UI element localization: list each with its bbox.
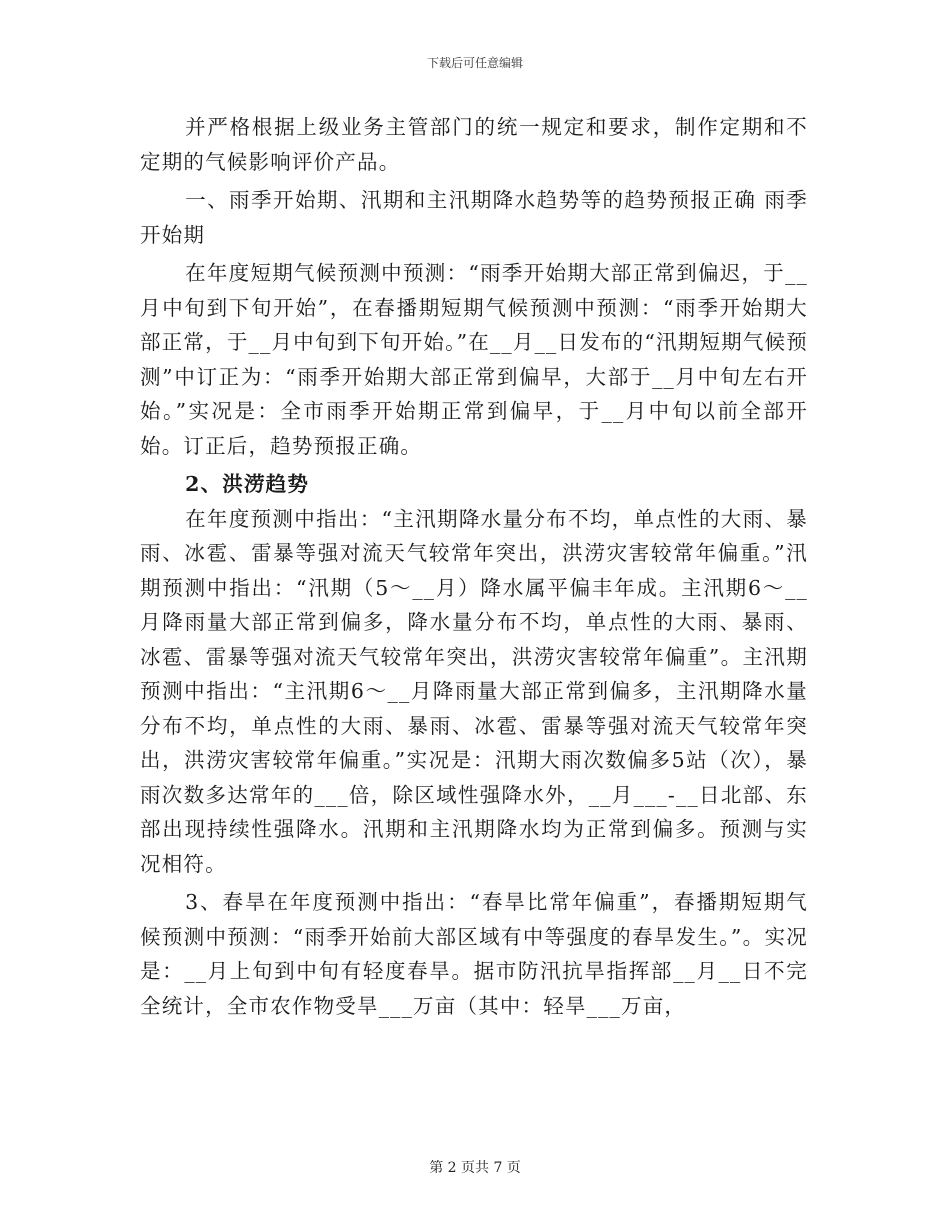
paragraph: 3、春旱在年度预测中指出：“春旱比常年偏重”，春播期短期气候预测中预测：“雨季开始前大部区域有中等强度的春旱发生。”。实况是：__月上旬到中旬有轻度春旱。据市防汛抗旱指挥部__月__日不完全统计，全市农作物受旱___万亩（其中：轻旱___万亩， (140, 890, 808, 1018)
page-header: 下载后可任意编辑 (426, 56, 523, 70)
paragraph: 并严格根据上级业务主管部门的统一规定和要求，制作定期和不定期的气候影响评价产品。 (140, 115, 808, 174)
paragraph: 在年度短期气候预测中预测：“雨季开始期大部正常到偏迟，于__月中旬到下旬开始”，在春播期短期气候预测中预测：“雨季开始期大部正常，于__月中旬到下旬开始。”在__月__日发布的“汛期短期气候预测”中订正为：“雨季开始期大部正常到偏早，大部于__月中旬左右开始。”实况是：全市雨季开始期正常到偏早，于__月中旬以前全部开始。订正后，趋势预报正确。 (140, 261, 808, 458)
document-body (140, 110, 808, 1023)
page-footer: 第 2 页共 7 页 (429, 1160, 521, 1176)
section-heading: 一、雨季开始期、汛期和主汛期降水趋势等的趋势预报正确 雨季开始期 (140, 188, 808, 247)
subsection-heading: 2、洪涝趋势 (185, 472, 310, 496)
paragraph: 在年度预测中指出：“主汛期降水量分布不均，单点性的大雨、暴雨、冰雹、雷暴等强对流天气较常年突出，洪涝灾害较常年偏重。”汛期预测中指出：“汛期（5～__月）降水属平偏丰年成。主汛期6～__月降雨量大部正常到偏多，降水量分布不均，单点性的大雨、暴雨、冰雹、雷暴等强对流天气较常年突出，洪涝灾害较常年偏重”。主汛期预测中指出：“主汛期6～__月降雨量大部正常到偏多，主汛期降水量分布不均，单点性的大雨、暴雨、冰雹、雷暴等强对流天气较常年突出，洪涝灾害较常年偏重。”实况是：汛期大雨次数偏多5站（次），暴雨次数多达常年的___倍，除区域性强降水外，__月___-__日北部、东部出现持续性强降水。汛期和主汛期降水均为正常到偏多。预测与实况相符。 (140, 506, 808, 876)
